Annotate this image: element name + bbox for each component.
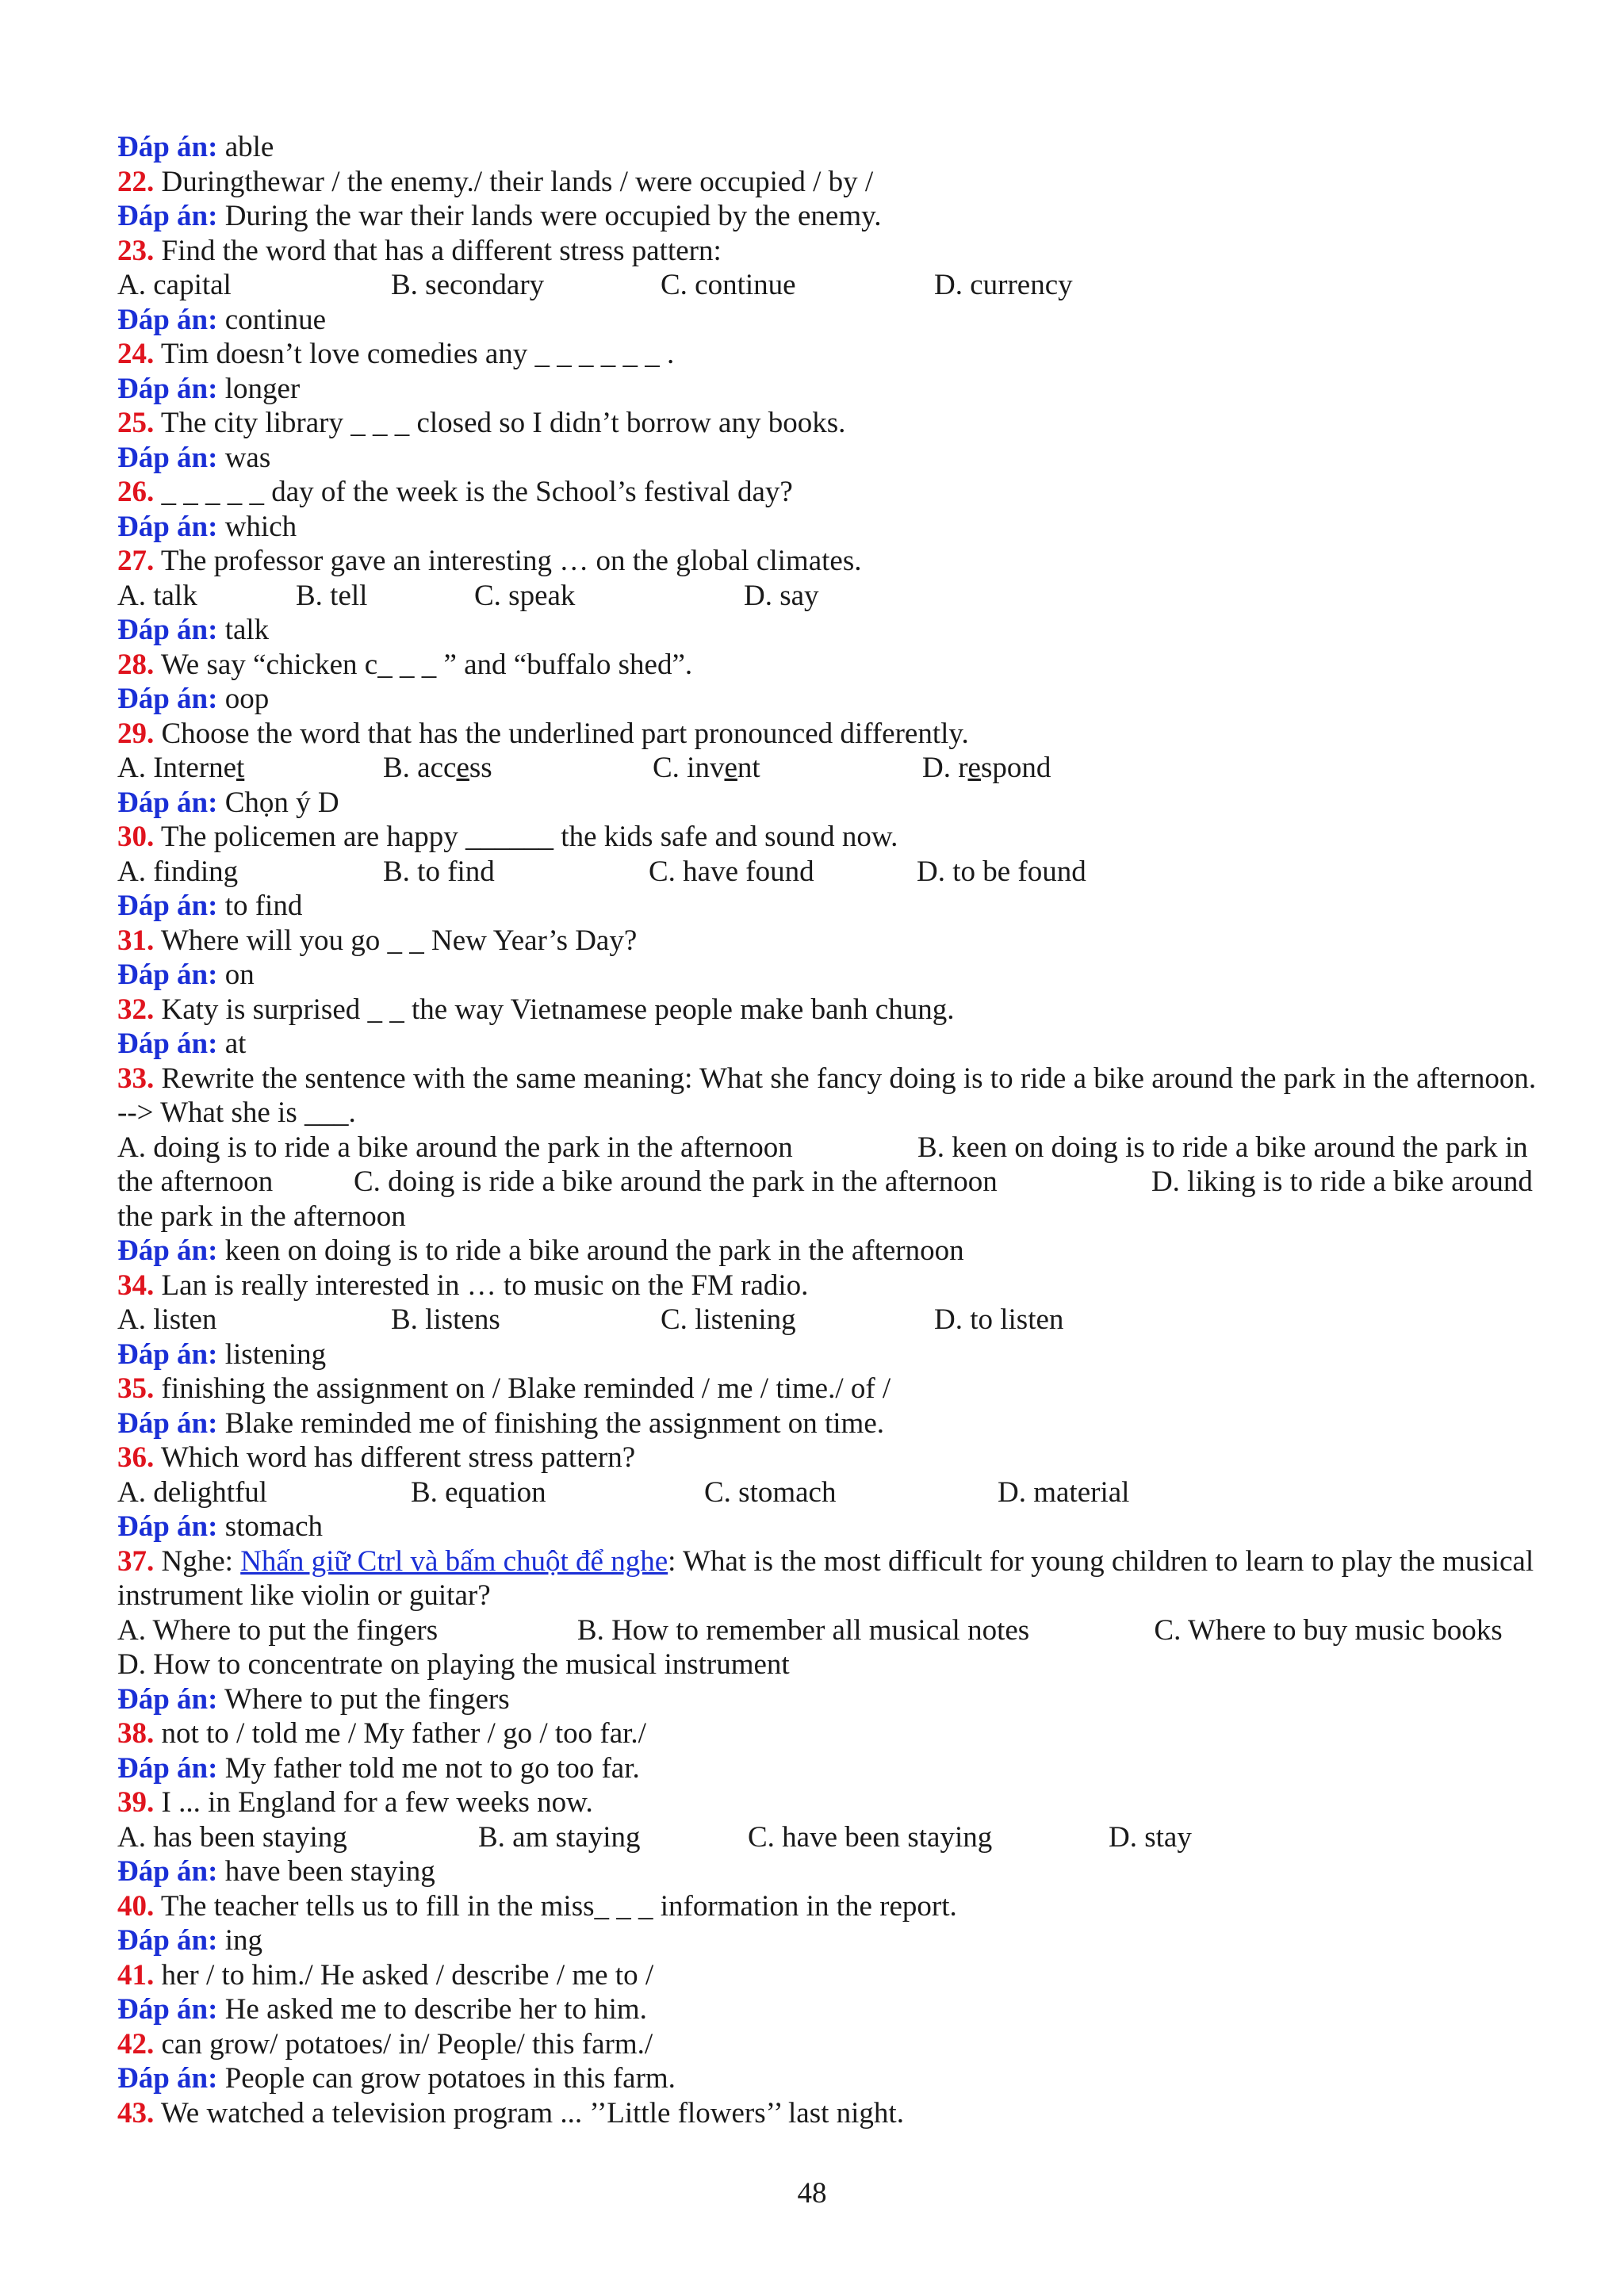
answer-line-31 (117, 958, 1537, 993)
answer-text: ing (224, 1924, 262, 1957)
option-b: B. to find (383, 855, 495, 888)
question-text: Find the word that has a different stress pattern: (161, 234, 722, 267)
option-b (383, 751, 492, 786)
answer-text: have been staying (224, 1855, 435, 1888)
answer-label: Đáp án: (117, 1337, 218, 1371)
answer-line-27 (117, 613, 1537, 648)
question-22 (117, 165, 1537, 200)
question-36 (117, 1441, 1537, 1475)
question-number: 25. (117, 407, 155, 439)
answer-text: at (224, 1027, 247, 1060)
answer-line-25 (117, 441, 1537, 476)
question-number: 30. (117, 821, 155, 853)
answer-label: Đáp án: (117, 683, 218, 715)
answer-label: Đáp án: (117, 510, 218, 543)
question-28 (117, 648, 1537, 683)
option-b-underlined: e (456, 752, 469, 784)
option-c-underlined: e (724, 752, 737, 784)
option-a-underlined: t (236, 752, 245, 784)
answer-line-23 (117, 303, 1537, 338)
option-c: C. stomach (704, 1475, 837, 1509)
options-36 (117, 1475, 1537, 1510)
option-d (922, 751, 1051, 786)
option-b-rest: ss (469, 752, 492, 784)
question-text: Rewrite the sentence with the same meaning: What she fancy doing is to ride a bike around the park in the afternoon. --> What she is ___. (117, 1062, 1537, 1129)
answer-label: Đáp án: (117, 1682, 218, 1716)
options-29 (117, 751, 1537, 786)
option-c: C. listening (661, 1303, 796, 1336)
question-text: : What is the most difficult for young children to learn to play the musical instrument like violin or guitar? (117, 1544, 1534, 1612)
answer-label: Đáp án: (117, 1993, 218, 2026)
page-number: 48 (797, 2177, 827, 2210)
question-text: Lan is really interested in … to music on the FM radio. (161, 1269, 809, 1302)
question-24 (117, 337, 1537, 372)
question-number: 23. (117, 234, 155, 267)
question-number: 22. (117, 165, 155, 198)
answer-line-22 (117, 199, 1537, 234)
options-30 (117, 855, 1537, 890)
question-25 (117, 406, 1537, 441)
answer-text: Blake reminded me of finishing the assignment on time. (224, 1406, 885, 1440)
question-text: The professor gave an interesting … on the global climates. (160, 545, 862, 577)
answer-line-21 (117, 130, 1537, 165)
answer-label: Đáp án: (117, 1510, 218, 1543)
question-number: 39. (117, 1786, 155, 1819)
answer-text: Where to put the fingers (224, 1682, 510, 1716)
option-d-underlined: e (967, 752, 981, 784)
question-number: 40. (117, 1889, 155, 1923)
answer-label: Đáp án: (117, 303, 218, 336)
answer-line-29 (117, 786, 1537, 821)
question-number: 38. (117, 1717, 155, 1750)
options-34 (117, 1303, 1537, 1337)
answer-text: oop (224, 683, 270, 715)
answer-line-24 (117, 372, 1537, 407)
option-a-text: A. Interne (117, 752, 236, 784)
question-number: 34. (117, 1269, 155, 1302)
question-text: Choose the word that has the underlined part pronounced differently. (161, 717, 969, 750)
question-text: not to / told me / My father / go / too far./ (161, 1717, 646, 1750)
answer-text: Chọn ý D (224, 786, 339, 819)
question-text: Duringthewar / the enemy./ their lands / were occupied / by / (161, 165, 874, 198)
option-c: C. have found (649, 855, 814, 888)
question-26 (117, 475, 1537, 510)
options-39 (117, 1820, 1537, 1855)
answer-text: was (224, 441, 271, 474)
answer-line-37 (117, 1682, 1537, 1717)
question-43 (117, 2096, 1537, 2131)
option-d-rest: spond (980, 752, 1051, 784)
question-text: Katy is surprised _ _ the way Vietnamese people make banh chung. (161, 993, 955, 1026)
question-31 (117, 924, 1537, 959)
options-27 (117, 579, 1537, 614)
option-b: B. am staying (478, 1820, 641, 1854)
options-23 (117, 268, 1537, 303)
answer-line-41 (117, 1992, 1537, 2027)
answer-label: Đáp án: (117, 614, 218, 646)
question-number: 43. (117, 2096, 155, 2130)
option-d: D. stay (1109, 1820, 1192, 1854)
answer-line-36 (117, 1510, 1537, 1544)
answer-line-34 (117, 1337, 1537, 1372)
option-c: C. have been staying (748, 1820, 993, 1854)
question-37 (117, 1544, 1537, 1613)
question-number: 32. (117, 993, 155, 1026)
answer-line-39 (117, 1854, 1537, 1889)
answer-label: Đáp án: (117, 890, 218, 922)
question-33 (117, 1062, 1537, 1131)
option-c (653, 751, 760, 786)
question-number: 35. (117, 1372, 155, 1405)
listen-link[interactable]: Nhấn giữ Ctrl và bấm chuột để nghe (240, 1544, 668, 1578)
question-number: 24. (117, 338, 155, 370)
question-32 (117, 993, 1537, 1027)
question-number: 29. (117, 717, 155, 750)
option-a: A. delightful (117, 1475, 268, 1509)
answer-text: longer (224, 372, 301, 405)
option-c: C. speak (474, 579, 576, 612)
document-page (117, 130, 1584, 2130)
question-number: 37. (117, 1544, 155, 1578)
answer-label: Đáp án: (117, 1924, 218, 1957)
answer-line-28 (117, 682, 1537, 717)
answer-text: listening (224, 1337, 327, 1371)
answer-label: Đáp án: (117, 959, 218, 991)
answer-text: People can grow potatoes in this farm. (224, 2062, 676, 2095)
option-a (117, 751, 244, 786)
question-text: her / to him./ He asked / describe / me to / (161, 1958, 654, 1992)
answer-label: Đáp án: (117, 1234, 218, 1267)
question-text: Which word has different stress pattern? (160, 1441, 636, 1474)
option-b: B. listens (391, 1303, 500, 1336)
question-number: 28. (117, 648, 155, 681)
option-d: D. to be found (917, 855, 1086, 888)
question-42 (117, 2027, 1537, 2062)
question-text: Where will you go _ _ New Year’s Day? (160, 924, 638, 957)
answer-label: Đáp án: (117, 1751, 218, 1785)
question-39 (117, 1785, 1537, 1820)
option-d: D. say (744, 579, 819, 612)
answer-line-42 (117, 2061, 1537, 2096)
option-a: A. finding (117, 855, 239, 888)
question-41 (117, 1958, 1537, 1993)
option-a: A. has been staying (117, 1820, 347, 1854)
option-d: D. currency (934, 269, 1073, 301)
answer-label: Đáp án: (117, 131, 218, 163)
answer-text: to find (224, 890, 303, 922)
answer-text: My father told me not to go too far. (224, 1751, 640, 1785)
question-text: _ _ _ _ _ day of the week is the School’s festival day? (161, 476, 793, 508)
question-text: The teacher tells us to fill in the miss_ _ _ information in the report. (160, 1889, 957, 1923)
answer-line-35 (117, 1406, 1537, 1441)
answer-text: During the war their lands were occupied by the enemy. (224, 200, 882, 232)
question-number: 41. (117, 1958, 155, 1992)
question-38 (117, 1716, 1537, 1751)
question-number: 27. (117, 545, 155, 577)
question-text: Tim doesn’t love comedies any _ _ _ _ _ _ . (160, 338, 675, 370)
question-text: finishing the assignment on / Blake reminded / me / time./ of / (161, 1372, 891, 1405)
answer-text: continue (224, 303, 327, 336)
question-text: can grow/ potatoes/ in/ People/ this farm./ (161, 2027, 653, 2061)
option-a: A. talk (117, 579, 197, 612)
option-b: B. tell (296, 579, 368, 612)
answer-text: keen on doing is to ride a bike around the park in the afternoon (224, 1234, 964, 1267)
question-text: The policemen are happy ______ the kids safe and sound now. (160, 821, 898, 853)
question-text: The city library _ _ _ closed so I didn’t borrow any books. (160, 407, 846, 439)
answer-label: Đáp án: (117, 786, 218, 819)
answer-label: Đáp án: (117, 372, 218, 405)
option-c-rest: nt (737, 752, 760, 784)
question-text: We watched a television program ... ’’Little flowers’’ last night. (160, 2096, 904, 2130)
option-b-text: B. acc (383, 752, 457, 784)
answer-line-26 (117, 510, 1537, 545)
option-c-text: C. inv (653, 752, 725, 784)
question-29 (117, 717, 1537, 752)
question-40 (117, 1889, 1537, 1924)
answer-label: Đáp án: (117, 1855, 218, 1888)
question-23 (117, 234, 1537, 269)
answer-label: Đáp án: (117, 441, 218, 474)
answer-label: Đáp án: (117, 1406, 218, 1440)
question-number: 31. (117, 924, 155, 957)
question-34 (117, 1269, 1537, 1303)
answer-text: which (224, 510, 297, 543)
answer-line-40 (117, 1923, 1537, 1958)
question-27 (117, 544, 1537, 579)
answer-text: talk (224, 614, 270, 646)
option-d-text: D. r (922, 752, 968, 784)
option-d: D. material (998, 1475, 1130, 1509)
question-number: 42. (117, 2027, 155, 2061)
question-text: I ... in England for a few weeks now. (161, 1786, 593, 1819)
option-a: A. listen (117, 1303, 217, 1336)
question-prefix: Nghe: (161, 1544, 241, 1578)
question-35 (117, 1372, 1537, 1406)
option-b: B. equation (411, 1475, 546, 1509)
option-d: D. to listen (934, 1303, 1064, 1336)
question-number: 36. (117, 1441, 155, 1474)
answer-label: Đáp án: (117, 200, 218, 232)
answer-text: He asked me to describe her to him. (224, 1993, 647, 2026)
options-33: A. doing is to ride a bike around the park in the afternoon B. keen on doing is to ride a bike around the park in the afternoon C. doing is ride a bike around the park in the afternoon D. liking is to ride a bike around the park in the afternoon (117, 1131, 1541, 1233)
answer-text: able (224, 131, 274, 163)
option-a: A. capital (117, 269, 232, 301)
option-b: B. secondary (391, 269, 545, 301)
answer-label: Đáp án: (117, 1027, 218, 1060)
question-30 (117, 820, 1537, 855)
answer-label: Đáp án: (117, 2062, 218, 2095)
answer-text: on (224, 959, 255, 991)
answer-line-30 (117, 889, 1537, 924)
option-c: C. continue (661, 269, 796, 301)
question-number: 33. (117, 1062, 155, 1095)
question-text: We say “chicken c_ _ _ ” and “buffalo shed”. (160, 648, 693, 681)
answer-text: stomach (224, 1510, 324, 1543)
answer-line-32 (117, 1027, 1537, 1062)
answer-line-33 (117, 1234, 1537, 1269)
question-number: 26. (117, 476, 155, 508)
options-37: A. Where to put the fingers B. How to remember all musical notes C. Where to buy music books D. How to concentrate on playing the musical instrument (117, 1613, 1584, 1681)
answer-line-38 (117, 1751, 1537, 1786)
